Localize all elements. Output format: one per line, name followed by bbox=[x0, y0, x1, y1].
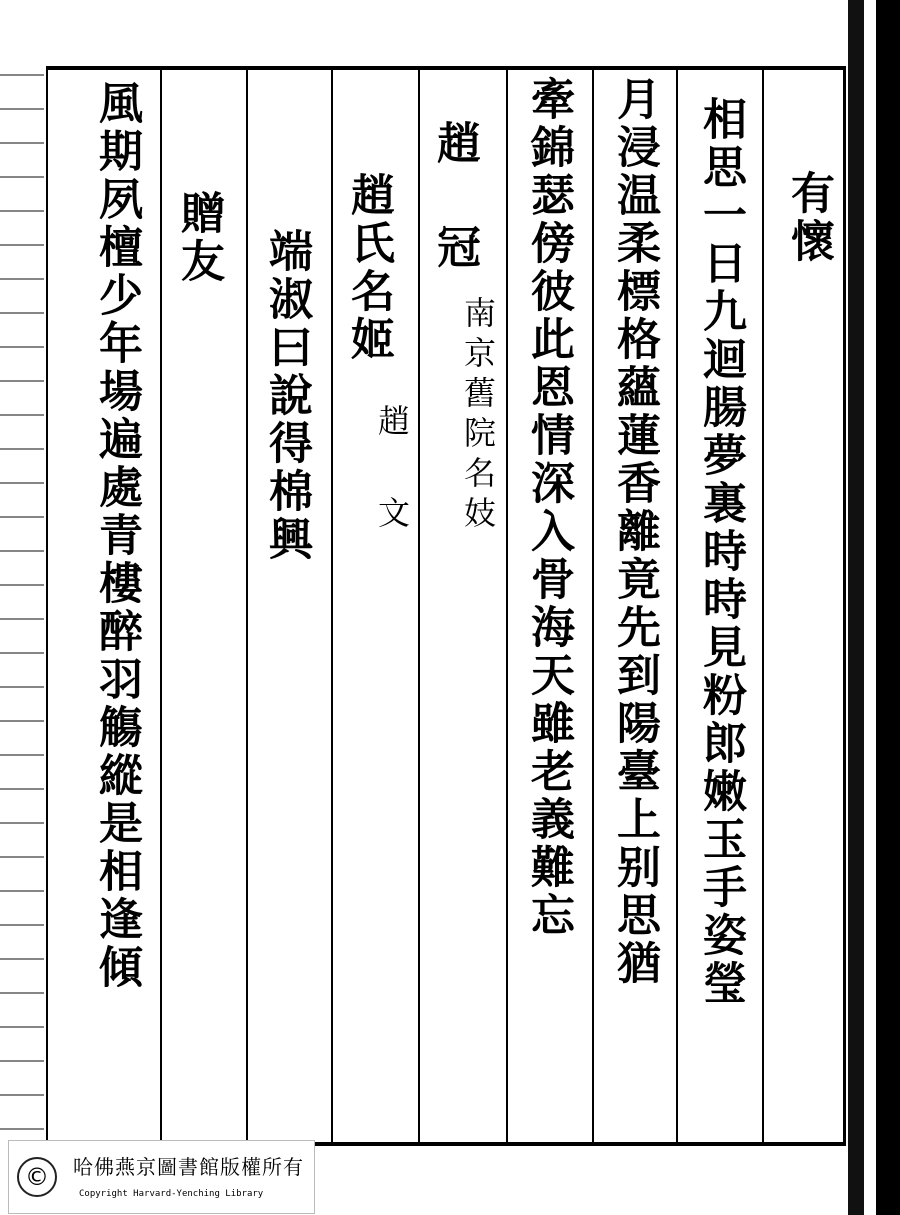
column-rule bbox=[676, 66, 678, 1146]
copyright-english: Copyright Harvard-Yenching Library bbox=[79, 1189, 264, 1199]
author-name: 趙氏名姬 bbox=[343, 172, 394, 364]
poem-line: 牽錦瑟傍彼此恩情深入骨海天雖老義難忘 bbox=[523, 76, 574, 940]
poem-line: 風期夙檀少年場遍處青樓醉羽觴縱是相逢傾 bbox=[91, 80, 142, 992]
author-name: 趙冠 bbox=[429, 120, 480, 328]
scan-edge-black bbox=[876, 0, 900, 1215]
column-rule bbox=[762, 66, 764, 1146]
copyright-chinese: 哈佛燕京圖書館版權所有 bbox=[73, 1155, 304, 1179]
author-note: 趙文 bbox=[373, 404, 411, 588]
poem-title: 有懷 bbox=[783, 170, 834, 266]
column-rule bbox=[592, 66, 594, 1146]
poem-title: 贈友 bbox=[173, 190, 224, 286]
column-rule bbox=[506, 66, 508, 1146]
copyright-icon: © bbox=[17, 1157, 57, 1197]
column-rule bbox=[160, 66, 162, 1146]
poem-line: 月浸温柔標格蘊蓮香離竟先到陽臺上别思猶 bbox=[609, 76, 660, 988]
copyright-stamp bbox=[8, 1140, 315, 1214]
poem-line: 端淑曰說得棉興 bbox=[261, 228, 312, 564]
column-rule bbox=[331, 66, 333, 1146]
column-rule bbox=[246, 66, 248, 1146]
spine-margin bbox=[0, 60, 44, 1140]
author-note: 南京舊院名妓 bbox=[459, 296, 497, 536]
poem-line: 相思一日九迴腸夢裏時時見粉郎嫩玉手姿瑩 bbox=[695, 96, 746, 1008]
column-rule bbox=[418, 66, 420, 1146]
scan-edge-shadow bbox=[848, 0, 864, 1215]
